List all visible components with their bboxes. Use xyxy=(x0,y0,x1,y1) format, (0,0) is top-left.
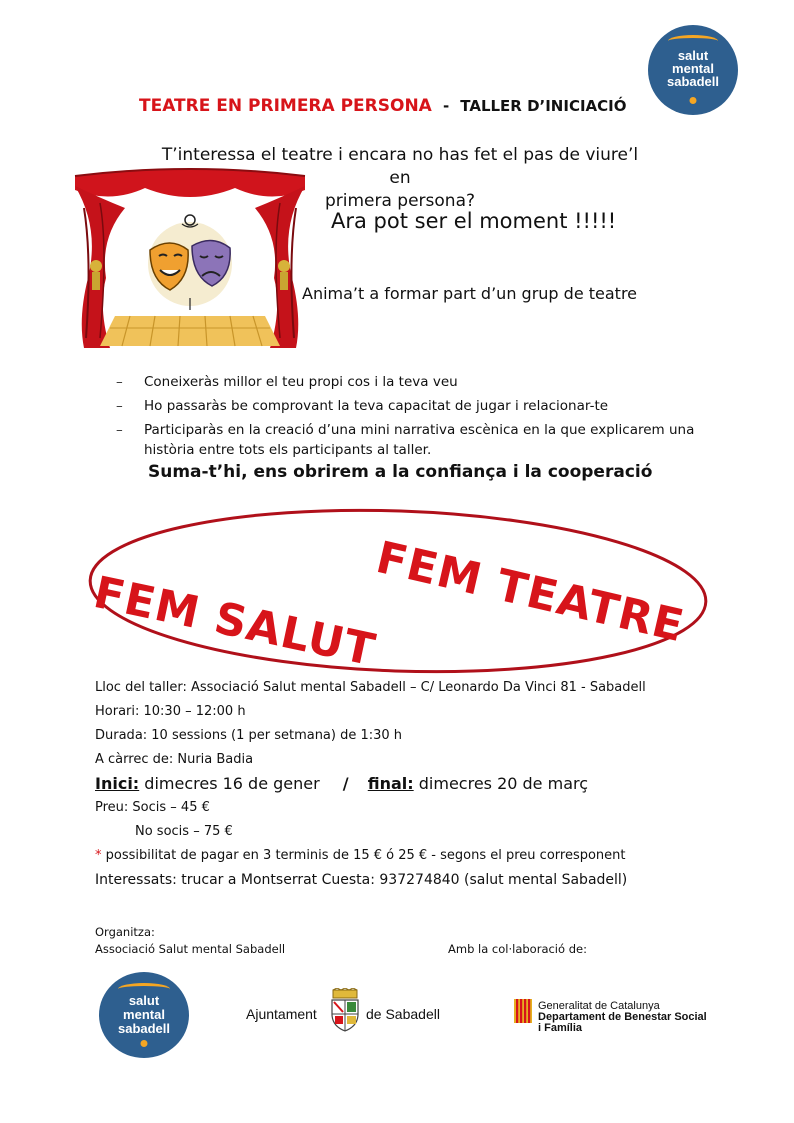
logo-text-3: sabadell xyxy=(666,74,720,89)
gen-line2: Departament de Benestar Social xyxy=(538,1011,707,1023)
info-dates xyxy=(95,772,735,796)
ajuntament-right-text: de Sabadell xyxy=(366,1006,440,1022)
logo-dot xyxy=(690,97,697,104)
bullet-dash: – xyxy=(116,374,123,390)
benefits-list xyxy=(116,370,704,458)
info-interessats: Interessats: trucar a Montserrat Cuesta: 937274840 (salut mental Sabadell) xyxy=(95,872,628,888)
info-preu-socis: Preu: Socis – 45 € xyxy=(95,800,210,815)
bullet-dash: – xyxy=(116,422,123,438)
organizer-block xyxy=(95,924,285,958)
anima-text: Anima’t a formar part d’un grup de teatre xyxy=(302,284,638,303)
info-preu-nosocis: No socis – 75 € xyxy=(135,824,233,839)
title-subtitle: TALLER D’INICIACIÓ xyxy=(460,97,627,115)
info-lloc: Lloc del taller: Associació Salut mental Sabadell – C/ Leonardo Da Vinci 81 - Sabadell xyxy=(95,680,646,695)
logo-text-3: sabadell xyxy=(117,1021,171,1036)
stamp-fem-teatre: FEM TEATRE xyxy=(371,532,689,653)
info-horari: Horari: 10:30 – 12:00 h xyxy=(95,704,246,719)
workshop-info xyxy=(95,676,735,892)
sabadell-coat-of-arms-icon xyxy=(328,988,362,1032)
bullet-text-continued: història entre tots els participants al taller. xyxy=(144,442,432,458)
logo-text-1: salut xyxy=(677,48,709,63)
generalitat-logo xyxy=(514,999,744,1039)
final-value: dimecres 20 de març xyxy=(413,774,589,793)
list-item xyxy=(116,418,704,458)
dates-separator: / xyxy=(342,774,349,793)
organitza-label: Organitza: xyxy=(95,925,155,939)
info-carrec: A càrrec de: Nuria Badia xyxy=(95,752,254,767)
logo-text-1: salut xyxy=(128,993,160,1008)
inici-label: Inici: xyxy=(95,774,140,793)
collaboration-label: Amb la col·laboració de: xyxy=(448,942,587,956)
intro-question-line1: T’interessa el teatre i encara no has fet el pas de viure’l en xyxy=(161,145,639,188)
info-durada: Durada: 10 sessions (1 per setmana) de 1:30 h xyxy=(95,728,403,743)
gen-line3: i Família xyxy=(538,1022,583,1034)
logo-arc xyxy=(668,35,718,47)
stamp-fem-salut: FEM SALUT xyxy=(89,567,380,677)
organizer-name: Associació Salut mental Sabadell xyxy=(95,942,286,956)
bullet-text: Participaràs en la creació d’una mini narrativa escènica en la que explicarem una xyxy=(144,422,695,438)
salut-mental-logo-bottom xyxy=(99,972,189,1058)
inici-value: dimecres 16 de gener xyxy=(139,774,320,793)
moment-text: Ara pot ser el moment !!!!! xyxy=(331,209,617,233)
list-item xyxy=(116,394,704,418)
title-red: TEATRE EN PRIMERA PERSONA xyxy=(139,96,432,116)
final-label: final: xyxy=(367,774,414,793)
salut-mental-logo-top xyxy=(648,25,738,115)
logo-text-2: mental xyxy=(672,61,714,76)
terminis-text: possibilitat de pagar en 3 terminis de 15 € ó 25 € - segons el preu corresponent xyxy=(101,848,626,863)
intro-question-line2: primera persona? xyxy=(324,191,476,211)
bullet-text: Ho passaràs be comprovant la teva capacitat de jugar i relacionar-te xyxy=(144,398,609,414)
bullet-text: Coneixeràs millor el teu propi cos i la teva veu xyxy=(144,374,458,390)
suma-tagline: Suma-t’hi, ens obrirem a la confiança i la cooperació xyxy=(148,462,653,482)
page-title xyxy=(139,96,626,116)
bullet-dash: – xyxy=(116,398,123,414)
title-separator: - xyxy=(442,97,450,115)
theatre-stage-illustration xyxy=(70,168,310,360)
ajuntament-left-text: Ajuntament xyxy=(246,1006,317,1022)
ajuntament-logo xyxy=(246,988,456,1033)
asterisk: * xyxy=(95,848,102,863)
gen-line1: Generalitat de Catalunya xyxy=(538,1000,660,1012)
list-item xyxy=(116,370,704,394)
generalitat-senyera-icon xyxy=(514,999,532,1023)
logo-text-2: mental xyxy=(123,1007,165,1022)
info-terminis xyxy=(95,844,735,868)
logo-dot xyxy=(141,1040,148,1047)
